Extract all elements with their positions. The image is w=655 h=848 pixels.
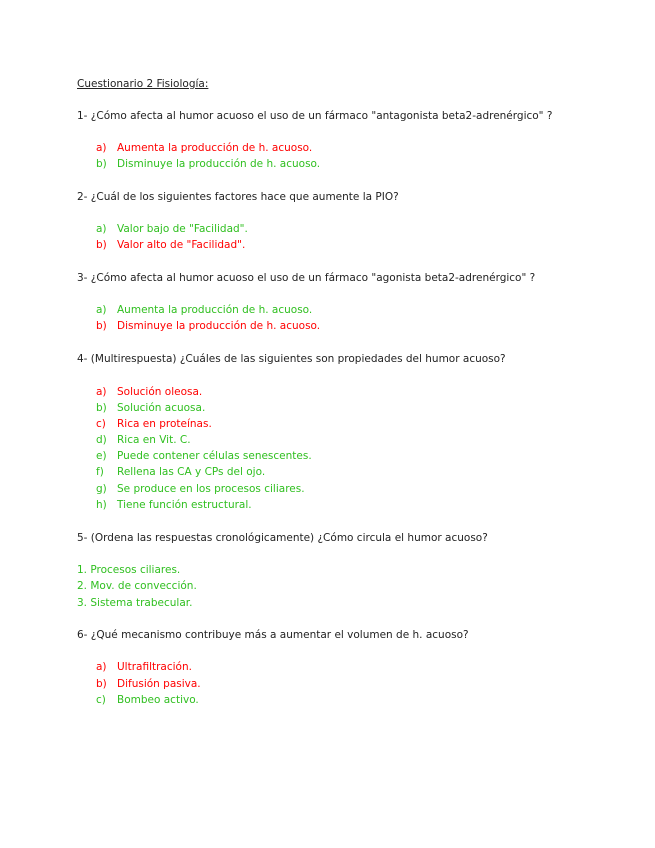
- answer-option: [96, 402, 205, 414]
- answer-option: [96, 499, 252, 511]
- option-label: a): [96, 661, 107, 673]
- answer-option: [96, 320, 320, 332]
- option-label: e): [96, 450, 107, 462]
- answer-option: [96, 661, 192, 673]
- document-title: Cuestionario 2 Fisiología:: [77, 78, 209, 90]
- option-text: Rica en proteínas.: [117, 418, 212, 430]
- answer-option: [96, 418, 212, 430]
- option-label: b): [96, 239, 107, 251]
- option-label: b): [96, 320, 107, 332]
- answer-option: [96, 450, 312, 462]
- answer-option: [96, 434, 191, 446]
- option-text: Puede contener células senescentes.: [117, 450, 312, 462]
- ordered-step: 2. Mov. de convección.: [77, 580, 197, 592]
- answer-option: [96, 304, 312, 316]
- question-3: 3- ¿Cómo afecta al humor acuoso el uso de un fármaco "agonista beta2-adrenérgico" ?: [77, 272, 536, 284]
- option-label: a): [96, 223, 107, 235]
- answer-option: [96, 223, 248, 235]
- question-5: 5- (Ordena las respuestas cronológicamente) ¿Cómo circula el humor acuoso?: [77, 532, 488, 544]
- option-label: a): [96, 142, 107, 154]
- option-text: Disminuye la producción de h. acuoso.: [117, 158, 321, 170]
- option-text: Bombeo activo.: [117, 694, 199, 706]
- option-text: Disminuye la producción de h. acuoso.: [117, 320, 321, 332]
- answer-option: [96, 466, 265, 478]
- answer-option: [96, 386, 202, 398]
- question-2: 2- ¿Cuál de los siguientes factores hace que aumente la PIO?: [77, 191, 399, 203]
- option-label: f): [96, 466, 104, 478]
- ordered-step: 3. Sistema trabecular.: [77, 597, 193, 609]
- option-text: Rica en Vit. C.: [117, 434, 191, 446]
- option-text: Valor bajo de "Facilidad".: [117, 223, 248, 235]
- option-text: Rellena las CA y CPs del ojo.: [117, 466, 266, 478]
- option-text: Solución acuosa.: [117, 402, 206, 414]
- question-6: 6- ¿Qué mecanismo contribuye más a aumentar el volumen de h. acuoso?: [77, 629, 469, 641]
- answer-option: [96, 158, 320, 170]
- option-label: g): [96, 483, 107, 495]
- option-label: b): [96, 402, 107, 414]
- option-label: a): [96, 386, 107, 398]
- question-1: 1- ¿Cómo afecta al humor acuoso el uso de un fármaco "antagonista beta2-adrenérgico" ?: [77, 110, 553, 122]
- option-text: Solución oleosa.: [117, 386, 203, 398]
- option-text: Ultrafiltración.: [117, 661, 192, 673]
- option-text: Se produce en los procesos ciliares.: [117, 483, 305, 495]
- option-label: c): [96, 418, 106, 430]
- option-label: a): [96, 304, 107, 316]
- answer-option: [96, 239, 245, 251]
- answer-option: [96, 678, 201, 690]
- option-label: c): [96, 694, 106, 706]
- option-text: Difusión pasiva.: [117, 678, 201, 690]
- option-text: Tiene función estructural.: [117, 499, 252, 511]
- option-label: h): [96, 499, 107, 511]
- question-4: 4- (Multirespuesta) ¿Cuáles de las siguientes son propiedades del humor acuoso?: [77, 353, 506, 365]
- option-label: b): [96, 678, 107, 690]
- answer-option: [96, 694, 199, 706]
- option-text: Aumenta la producción de h. acuoso.: [117, 142, 313, 154]
- option-label: b): [96, 158, 107, 170]
- answer-option: [96, 483, 305, 495]
- ordered-step: 1. Procesos ciliares.: [77, 564, 181, 576]
- option-text: Aumenta la producción de h. acuoso.: [117, 304, 313, 316]
- answer-option: [96, 142, 312, 154]
- option-label: d): [96, 434, 107, 446]
- option-text: Valor alto de "Facilidad".: [117, 239, 246, 251]
